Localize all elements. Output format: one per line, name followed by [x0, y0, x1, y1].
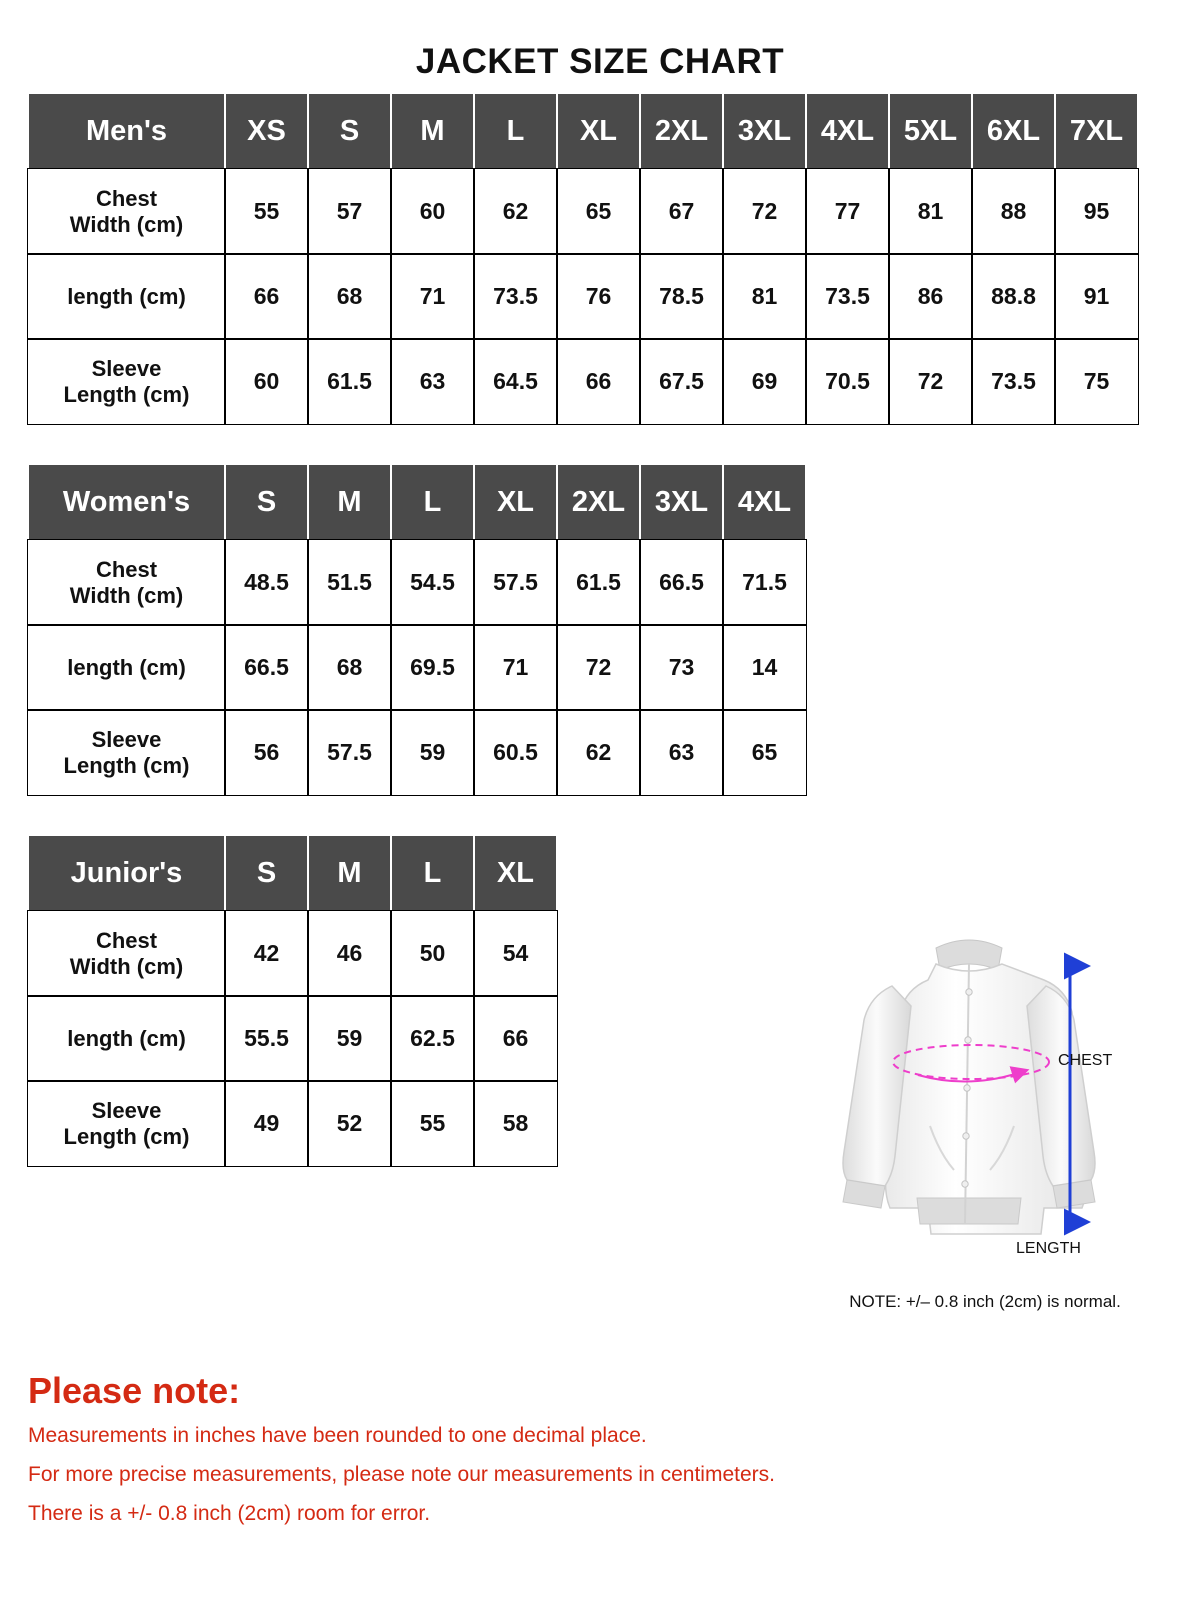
cell-value: 55.5 [225, 996, 308, 1081]
row-label-chest-width [28, 540, 225, 625]
cell-value: 72 [889, 339, 972, 424]
size-header-m: M [308, 835, 391, 911]
size-header-l: L [391, 835, 474, 911]
cell-value: 81 [723, 254, 806, 339]
cell-value: 63 [640, 710, 723, 795]
cell-value: 88.8 [972, 254, 1055, 339]
table-header-row [28, 93, 1138, 169]
cell-value: 63 [391, 339, 474, 424]
cell-value: 73 [640, 625, 723, 710]
cell-value: 61.5 [308, 339, 391, 424]
cell-value: 91 [1055, 254, 1138, 339]
row-label-length [28, 254, 225, 339]
mens-table-label: Men's [28, 93, 225, 169]
cell-value: 60.5 [474, 710, 557, 795]
cell-value: 65 [723, 710, 806, 795]
cell-value: 42 [225, 911, 308, 996]
size-header-2xl: 2XL [640, 93, 723, 169]
cell-value: 72 [723, 169, 806, 254]
size-header-2xl: 2XL [557, 464, 640, 540]
row-label-length [28, 996, 225, 1081]
cell-value: 71 [474, 625, 557, 710]
cell-value: 51.5 [308, 540, 391, 625]
cell-value: 55 [391, 1081, 474, 1166]
cell-value: 46 [308, 911, 391, 996]
size-header-m: M [308, 464, 391, 540]
row-label-line1: length (cm) [67, 1025, 186, 1051]
cell-value: 73.5 [474, 254, 557, 339]
row-label-line1: length (cm) [67, 283, 186, 309]
row-label-line1: Chest [95, 557, 158, 583]
size-header-xl: XL [474, 464, 557, 540]
cell-value: 61.5 [557, 540, 640, 625]
cell-value: 67 [640, 169, 723, 254]
cell-value: 66 [225, 254, 308, 339]
table-row [28, 540, 806, 625]
size-header-s: S [225, 835, 308, 911]
cell-value: 76 [557, 254, 640, 339]
cell-value: 49 [225, 1081, 308, 1166]
size-header-m: M [391, 93, 474, 169]
size-header-xs: XS [225, 93, 308, 169]
size-header-xl: XL [474, 835, 557, 911]
size-header-5xl: 5XL [889, 93, 972, 169]
row-label-line2: Length (cm) [63, 1123, 190, 1149]
row-label-chest-width [28, 169, 225, 254]
cell-value: 78.5 [640, 254, 723, 339]
row-label-sleeve-length [28, 339, 225, 424]
size-header-3xl: 3XL [640, 464, 723, 540]
cell-value: 55 [225, 169, 308, 254]
cell-value: 86 [889, 254, 972, 339]
womens-size-table [27, 463, 807, 796]
mens-size-table [27, 92, 1139, 425]
row-label-line2: Width (cm) [69, 953, 184, 979]
cell-value: 75 [1055, 339, 1138, 424]
size-header-s: S [225, 464, 308, 540]
cell-value: 77 [806, 169, 889, 254]
juniors-size-table [27, 834, 558, 1167]
please-note-line-3: There is a +/- 0.8 inch (2cm) room for error. [28, 1502, 431, 1525]
row-label-chest-width [28, 911, 225, 996]
row-label-line1: Sleeve [91, 1098, 162, 1124]
cell-value: 66 [474, 996, 557, 1081]
cell-value: 64.5 [474, 339, 557, 424]
size-header-l: L [474, 93, 557, 169]
size-header-3xl: 3XL [723, 93, 806, 169]
womens-table-label: Women's [28, 464, 225, 540]
cell-value: 14 [723, 625, 806, 710]
table-row [28, 996, 557, 1081]
cell-value: 62 [557, 710, 640, 795]
row-label-line1: Sleeve [91, 356, 162, 382]
cell-value: 68 [308, 625, 391, 710]
row-label-line2: Width (cm) [69, 211, 184, 237]
cell-value: 52 [308, 1081, 391, 1166]
row-label-line1: Chest [95, 186, 158, 212]
cell-value: 65 [557, 169, 640, 254]
size-header-4xl: 4XL [806, 93, 889, 169]
cell-value: 67.5 [640, 339, 723, 424]
cell-value: 59 [391, 710, 474, 795]
table-row [28, 339, 1138, 424]
cell-value: 54.5 [391, 540, 474, 625]
size-header-4xl: 4XL [723, 464, 806, 540]
cell-value: 71.5 [723, 540, 806, 625]
cell-value: 60 [391, 169, 474, 254]
cell-value: 88 [972, 169, 1055, 254]
juniors-table-label: Junior's [28, 835, 225, 911]
table-header-row [28, 464, 806, 540]
table-row [28, 625, 806, 710]
cell-value: 57.5 [474, 540, 557, 625]
cell-value: 62.5 [391, 996, 474, 1081]
row-label-line1: length (cm) [67, 654, 186, 680]
cell-value: 54 [474, 911, 557, 996]
jacket-image [818, 930, 1148, 1257]
cell-value: 73.5 [806, 254, 889, 339]
cell-value: 95 [1055, 169, 1138, 254]
row-label-line1: Sleeve [91, 727, 162, 753]
row-label-line2: Length (cm) [63, 381, 190, 407]
cell-value: 69.5 [391, 625, 474, 710]
table-row [28, 169, 1138, 254]
cell-value: 72 [557, 625, 640, 710]
table-row [28, 254, 1138, 339]
size-header-7xl: 7XL [1055, 93, 1138, 169]
please-note-block [28, 1370, 1028, 1541]
cell-value: 58 [474, 1081, 557, 1166]
row-label-line1: Chest [95, 928, 158, 954]
cell-value: 57 [308, 169, 391, 254]
cell-value: 66 [557, 339, 640, 424]
cell-value: 60 [225, 339, 308, 424]
table-row [28, 1081, 557, 1166]
please-note-line-2: For more precise measurements, please note our measurements in centimeters. [28, 1463, 775, 1486]
measurement-illustration [800, 930, 1170, 1330]
cell-value: 70.5 [806, 339, 889, 424]
page-title: JACKET SIZE CHART [415, 42, 785, 81]
table-row [28, 710, 806, 795]
cell-value: 56 [225, 710, 308, 795]
size-header-6xl: 6XL [972, 93, 1055, 169]
measurement-note: NOTE: +/– 0.8 inch (2cm) is normal. [849, 1292, 1121, 1311]
row-label-sleeve-length [28, 1081, 225, 1166]
cell-value: 66.5 [640, 540, 723, 625]
cell-value: 66.5 [225, 625, 308, 710]
jacket-diagram-icon [818, 930, 1148, 1260]
please-note-heading: Please note: [28, 1370, 241, 1411]
cell-value: 50 [391, 911, 474, 996]
chest-label: CHEST [1058, 1052, 1113, 1069]
row-label-length [28, 625, 225, 710]
cell-value: 48.5 [225, 540, 308, 625]
please-note-line-1: Measurements in inches have been rounded to one decimal place. [28, 1424, 647, 1447]
cell-value: 71 [391, 254, 474, 339]
cell-value: 68 [308, 254, 391, 339]
row-label-line2: Length (cm) [63, 752, 190, 778]
size-header-l: L [391, 464, 474, 540]
size-header-s: S [308, 93, 391, 169]
table-row [28, 911, 557, 996]
cell-value: 73.5 [972, 339, 1055, 424]
cell-value: 69 [723, 339, 806, 424]
size-header-xl: XL [557, 93, 640, 169]
length-label: LENGTH [1016, 1240, 1081, 1257]
row-label-line2: Width (cm) [69, 582, 184, 608]
table-header-row [28, 835, 557, 911]
row-label-sleeve-length [28, 710, 225, 795]
cell-value: 57.5 [308, 710, 391, 795]
cell-value: 62 [474, 169, 557, 254]
cell-value: 81 [889, 169, 972, 254]
cell-value: 59 [308, 996, 391, 1081]
